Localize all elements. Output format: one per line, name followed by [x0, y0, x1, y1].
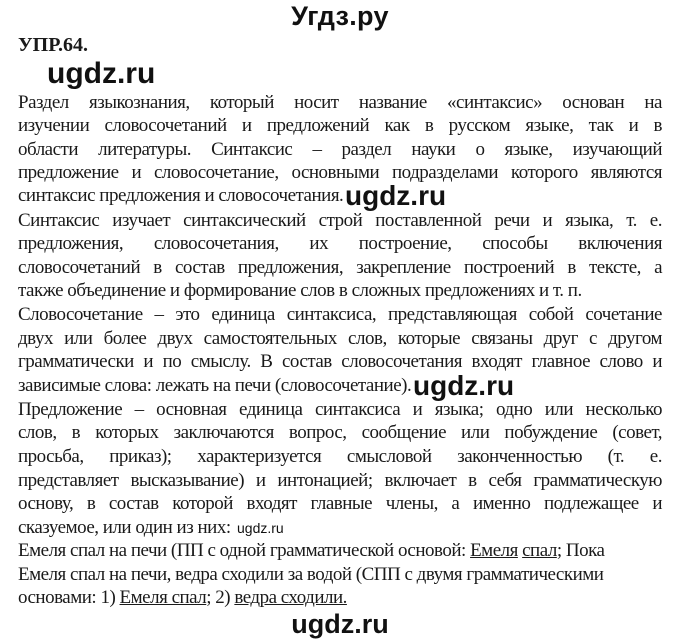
text-segment: предложения, словосочетания, их построение, способы включения: [18, 233, 662, 254]
text-line: [18, 304, 662, 326]
text-line: [18, 280, 662, 302]
text-segment: Емеля спал на печи (ПП с одной грамматической основой:: [18, 540, 471, 561]
text-segment: словосочетаний в состав предложения, закрепление построений в тексте, а: [18, 257, 662, 278]
text-segment: области литературы. Синтаксис – раздел науки о языке, изучающий: [18, 139, 662, 160]
text-segment: изучении словосочетаний и предложений как в русском языке, так и в: [18, 115, 662, 136]
text-line: [18, 328, 662, 350]
text-segment: слов, в которых заключаются вопрос, сообщение или побуждение (совет,: [18, 422, 662, 443]
underlined-grammar-basis: ведра сходили.: [234, 587, 347, 608]
text-segment: грамматически и по смыслу. В состав словосочетания входят главное слово и: [18, 351, 662, 372]
text-segment: Предложение – основная единица синтаксиса и языка; одно или несколько: [18, 399, 662, 420]
watermark: ugdz.ru: [345, 180, 447, 211]
text-line: [18, 446, 662, 468]
text-line: [18, 470, 662, 492]
text-segment: зависимые слова: лежать на печи (словосочетание).: [18, 375, 412, 396]
text-segment: Раздел языкознания, который носит название «синтаксис» основан на: [18, 92, 662, 113]
text-segment: ; Пока: [556, 540, 605, 561]
text-segment: также объединение и формирование слов в сложных предложениях и т. п.: [18, 280, 582, 301]
text-line: [18, 540, 662, 562]
text-line: [18, 370, 662, 401]
underlined-grammar-basis: Емеля спал: [119, 587, 207, 608]
text-line: [18, 162, 662, 184]
text-segment: просьба, приказ); характеризуется смысловой законченностью (т. е.: [18, 446, 662, 467]
text-line: [18, 564, 662, 586]
text-segment: двух или более двух самостоятельных слов, которые связаны друг с другом: [18, 328, 662, 349]
text-line: [18, 399, 662, 421]
text-line: [18, 139, 662, 161]
watermark: ugdz.ru: [47, 57, 156, 90]
text-segment: Емеля спал на печи, ведра сходили за водой (СПП с двумя грамматическими: [18, 564, 604, 585]
text-segment: синтаксис предложения и словосочетания.: [18, 185, 344, 206]
text-line: [18, 422, 662, 444]
underlined-grammar-basis: Емеля: [470, 540, 518, 561]
text-segment: Словосочетание – это единица синтаксиса, представляющая собой сочетание: [18, 304, 662, 325]
text-line: [18, 180, 662, 211]
text-line: [18, 517, 662, 539]
text-segment: основу, в состав которой входят главные члены, а именно подлежащее и: [18, 493, 662, 514]
text-segment: основами: 1): [18, 587, 120, 608]
watermark-footer: ugdz.ru: [291, 609, 389, 639]
text-segment: ; 2): [206, 587, 235, 608]
text-line: [18, 210, 662, 232]
text-line: [18, 115, 662, 137]
text-segment: предложение и словосочетание, основными подразделами которого являются: [18, 162, 662, 183]
underlined-grammar-basis: спал: [522, 540, 557, 561]
text-line: [18, 257, 662, 279]
watermark-small: ugdz.ru: [237, 520, 284, 536]
text-line: [18, 493, 662, 515]
text-segment: Синтаксис изучает синтаксический строй поставленной речи и языка, т. е.: [18, 210, 662, 231]
text-line: [18, 233, 662, 255]
text-line: [18, 587, 662, 609]
text-line: [18, 92, 662, 114]
site-title: Угдз.ру: [291, 1, 389, 31]
text-line: [18, 351, 662, 373]
exercise-heading: УПР.64.: [18, 34, 88, 56]
text-segment: представляет высказывание) и интонацией; включает в себя грамматическую: [18, 470, 662, 491]
watermark: ugdz.ru: [413, 370, 515, 401]
text-segment: сказуемое, или один из них:: [18, 517, 231, 538]
